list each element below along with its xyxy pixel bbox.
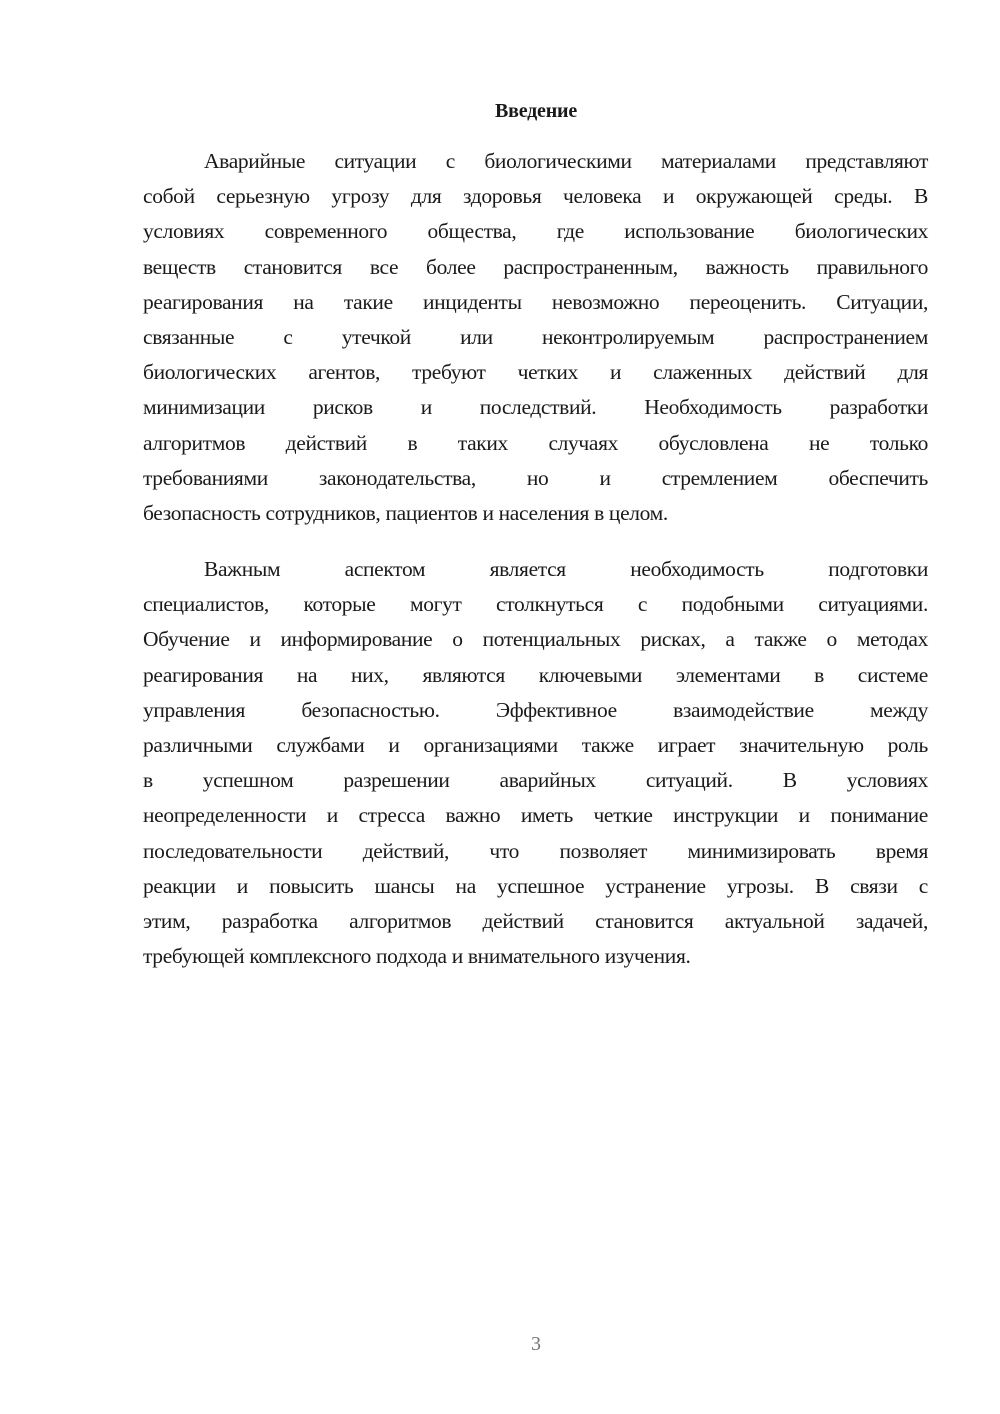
page-number: 3 xyxy=(531,1333,541,1355)
text-line: Обучение и информирование о потенциальных рисках, а также о методах xyxy=(143,627,928,652)
section-heading: Введение xyxy=(494,100,578,122)
text-line: условиях современного общества, где использование биологических xyxy=(143,219,928,244)
text-line: Аварийные ситуации с биологическими материалами представляют xyxy=(204,149,928,173)
text-line: безопасность сотрудников, пациентов и населения в целом. xyxy=(143,500,668,525)
text-line: минимизации рисков и последствий. Необходимость разработки xyxy=(143,395,928,420)
text-line: в успешном разрешении аварийных ситуаций. В условиях xyxy=(143,768,928,793)
text-line: веществ становится все более распространенным, важность правильного xyxy=(143,254,928,279)
text-line: управления безопасностью. Эффективное взаимодействие между xyxy=(143,697,928,722)
text-line: этим, разработка алгоритмов действий становится актуальной задачей, xyxy=(143,908,928,933)
text-line: реакции и повысить шансы на успешное устранение угрозы. В связи с xyxy=(143,873,928,898)
text-line: реагирования на них, являются ключевыми элементами в системе xyxy=(143,662,928,687)
text-line: реагирования на такие инциденты невозможно переоценить. Ситуации, xyxy=(143,289,928,314)
text-line: биологических агентов, требуют четких и слаженных действий для xyxy=(143,360,928,385)
text-line: различными службами и организациями также играет значительную роль xyxy=(143,732,928,757)
text-line: требующей комплексного подхода и внимательного изучения. xyxy=(143,944,691,969)
paragraph-2 xyxy=(143,553,928,975)
text-line: алгоритмов действий в таких случаях обусловлена не только xyxy=(143,430,928,455)
text-line: неопределенности и стресса важно иметь четкие инструкции и понимание xyxy=(143,803,928,828)
text-line: связанные с утечкой или неконтролируемым распространением xyxy=(143,324,928,349)
paragraph-1 xyxy=(143,145,928,532)
text-line: Важным аспектом является необходимость подготовки xyxy=(204,557,928,581)
text-line: последовательности действий, что позволяет минимизировать время xyxy=(143,838,928,863)
text-line: собой серьезную угрозу для здоровья человека и окружающей среды. В xyxy=(143,184,928,209)
text-line: специалистов, которые могут столкнуться с подобными ситуациями. xyxy=(143,592,928,617)
text-line: требованиями законодательства, но и стремлением обеспечить xyxy=(143,465,928,490)
